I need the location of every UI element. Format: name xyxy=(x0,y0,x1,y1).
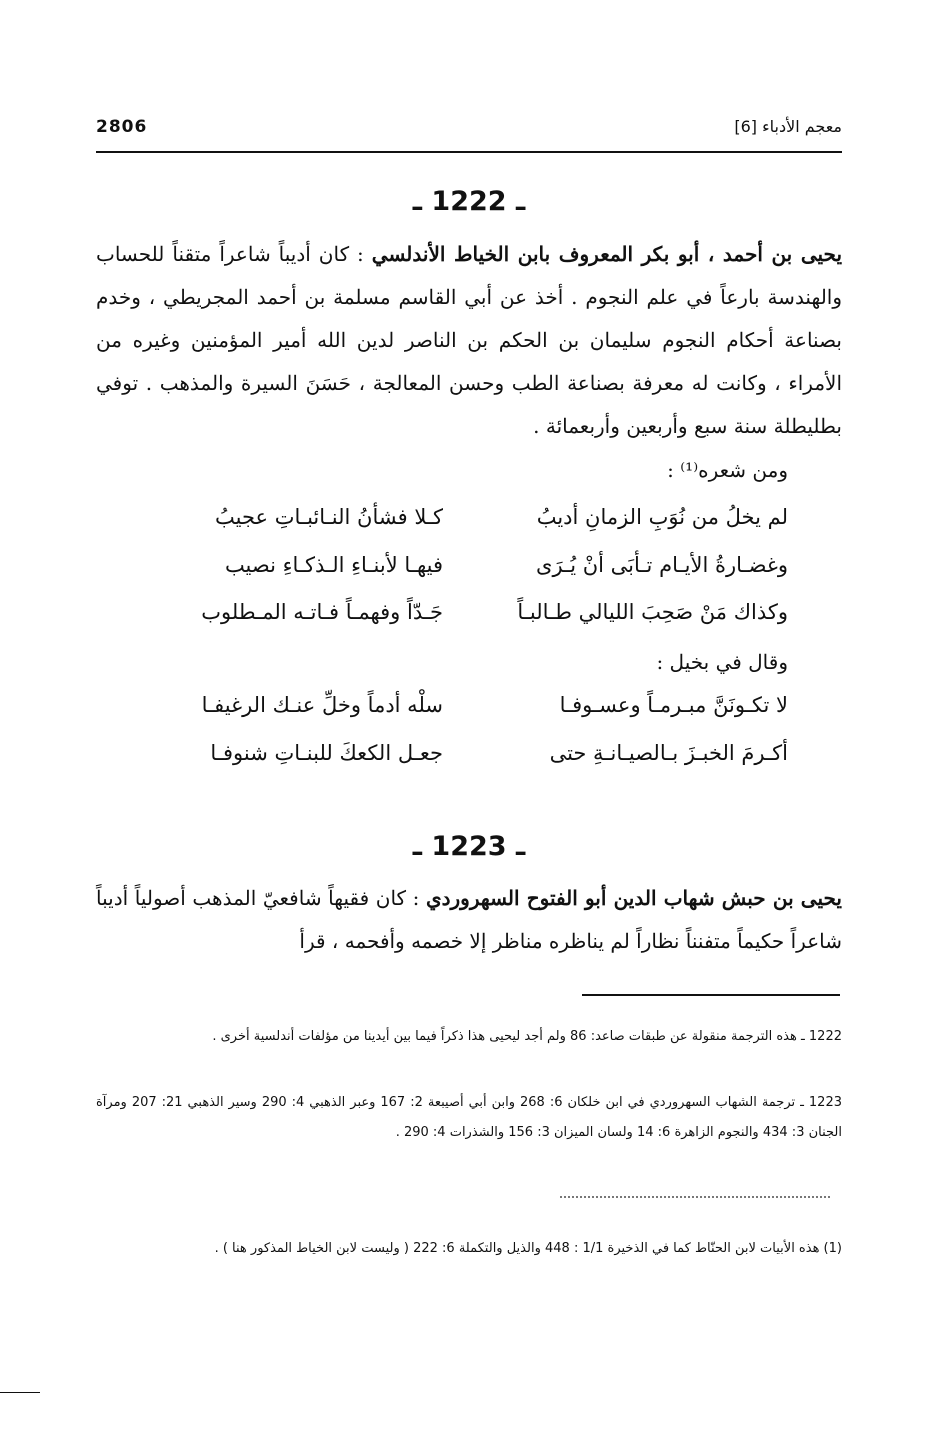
poem2-intro: وقال في بخيل : xyxy=(656,650,788,674)
running-title: معجم الأدباء [6] xyxy=(734,117,842,136)
entry-1223-name: يحيى بن حبش شهاب الدين أبو الفتوح السهروردي xyxy=(425,886,842,910)
verse-5-first-hemistich: أكـرمَ الخبـزَ بـالصيـانـةِ حتى xyxy=(549,741,788,765)
verse-4-second-hemistich: سلْه أدماً وخلِّ عنـك الرغيفـا xyxy=(201,693,443,717)
verse-4-first-hemistich: لا تكـونَنَّ مبـرمـاً وعسـوفـا xyxy=(559,693,788,717)
dotted-separator xyxy=(560,1196,830,1198)
verse-5 xyxy=(140,741,788,781)
entry-1222-body: : كان أديباً شاعراً متقناً للحساب والهندسة بارعاً في علم النجوم . أخذ عن أبي القاسم مسلمة بن أحمد المجريطي ، وخدم بصناعة أحكام النجوم سليمان بن الحكم بن الناصر لدين الله أمير المؤمنين وغيره من الأمراء ، وكانت له معرفة بصناعة الطب وحسن المعالجة ، حَسَنَ السيرة والمذهب . توفي بطليطلة سنة سبع وأربعين وأربعمائة . xyxy=(96,242,842,438)
entry-1223-body: : كان فقيهاً شافعيّ المذهب أصولياً أديباً شاعراً حكيماً متفنناً نظاراً لم يناظره مناظر إلا خصمه وأفحمه ، قرأ xyxy=(96,886,842,953)
verse-2 xyxy=(140,553,788,593)
page-header xyxy=(96,117,842,151)
header-rule xyxy=(96,151,842,153)
verse-2-second-hemistich: فيهـا لأبنـاءِ الـذكـاءِ نصيب xyxy=(224,553,443,577)
verse-3 xyxy=(140,600,788,640)
verse-1-second-hemistich: كـلا فشأنُ النـائبـاتِ عجيبُ xyxy=(215,505,443,529)
verse-5-second-hemistich: جعـل الكعكَ للبنـاتِ شنوفـا xyxy=(210,741,443,765)
entry-number-1223: ـ 1223 ـ xyxy=(412,831,526,862)
footnote-separator xyxy=(582,994,840,996)
poem-intro: ومن شعره⁽¹⁾ : xyxy=(667,458,788,482)
page-number: 2806 xyxy=(96,117,148,137)
verse-1 xyxy=(140,505,788,545)
entry-1222-paragraph xyxy=(96,233,842,448)
footnote-1222: 1222 ـ هذه الترجمة منقولة عن طبقات صاعد: 86 ولم أجد ليحيى هذا ذكراً فيما بين أيدينا من مؤلفات أندلسية أخرى . xyxy=(212,1029,842,1044)
margin-mark xyxy=(0,1392,40,1393)
verse-3-second-hemistich: جَـدّاً وفهمـاً فـاتـه المـطلوب xyxy=(201,600,443,624)
footnote-1223: 1223 ـ ترجمة الشهاب السهروردي في ابن خلكان 6: 268 وابن أبي أصيبعة 2: 167 وعبر الذهبي 4: 290 وسير الذهبي 21: 207 ومرآة الجنان 3: 434 والنجوم الزاهرة 6: 14 ولسان الميزان 3: 156 والشذرات 4: 290 . xyxy=(96,1095,842,1140)
footnote-note-1: (1) هذه الأبيات لابن الحنّاط كما في الذخيرة 1/1 : 448 والذيل والتكملة 6: 222 ( وليست لابن الخياط المذكور هنا ) . xyxy=(214,1241,842,1256)
verse-1-first-hemistich: لم يخلُ من نُوَبِ الزمانِ أديبُ xyxy=(536,505,788,529)
verse-4 xyxy=(140,693,788,733)
entry-number-1222: ـ 1222 ـ xyxy=(412,186,526,217)
entry-1222-name: يحيى بن أحمد ، أبو بكر المعروف بابن الخياط الأندلسي xyxy=(371,242,843,266)
verse-2-first-hemistich: وغضـارةُ الأيـام تـأبَى أنْ يُـرَى xyxy=(536,553,788,577)
verse-3-first-hemistich: وكذاك مَنْ صَحِبَ الليالي طـالبـاً xyxy=(517,600,788,624)
entry-1223-paragraph xyxy=(96,877,842,963)
